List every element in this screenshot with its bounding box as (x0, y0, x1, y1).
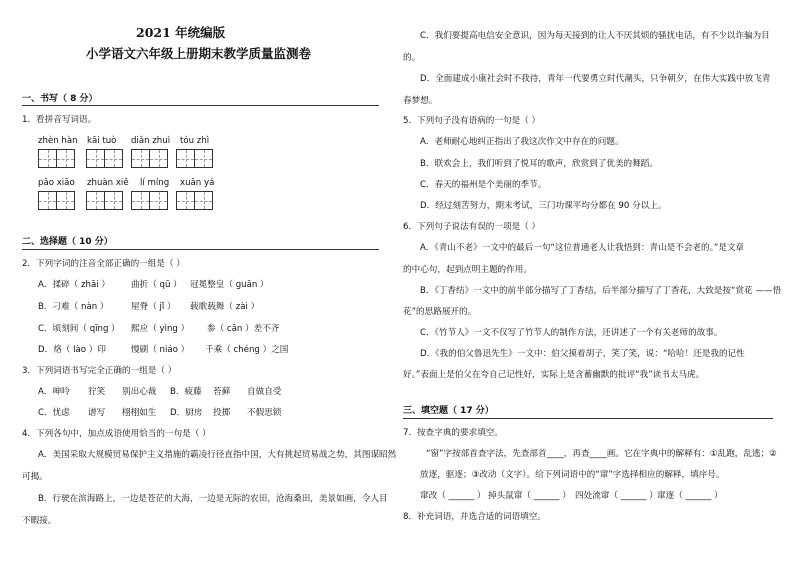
q6-option-c: C．《竹节人》一文不仅写了竹节人的制作方法，还讲述了一个有关老师的故事。 (420, 328, 723, 338)
q3-a-label: A．呻呤 (38, 387, 70, 397)
pinyin-6: zhuàn xiě (87, 178, 129, 188)
writing-grid-3[interactable] (131, 149, 167, 167)
q3-d-label: D．厨房 (170, 408, 203, 418)
q6-option-b-line1: B．《丁香结》一文中的前半部分描写了丁香结，后半部分描写了丁香花，大致是按“赏花 ——悟 (420, 286, 782, 296)
section-2-heading: 二、选择题（ 10 分） (22, 237, 113, 247)
q6-option-b-line2: 花”的思路展开的。 (403, 307, 477, 317)
q3-c-word-3: 栩栩如生 (122, 408, 157, 418)
writing-grid-5[interactable] (38, 191, 74, 209)
q2-option-c: C．顷刻间（ qīng ） (38, 324, 120, 334)
q4-option-a-line2: 可揭。 (22, 472, 48, 482)
writing-grid-2[interactable] (86, 149, 122, 167)
q5-option-b: B．联欢会上，我们听到了悦耳的歌声，欣赏到了优美的舞蹈。 (420, 159, 658, 169)
question-8: 8．补充词语，并选合适的词语填空。 (403, 512, 546, 522)
pinyin-4: tóu zhì (180, 136, 210, 146)
q3-b-label: B．疲藤 (170, 387, 202, 397)
q4-option-c-line2: 的。 (403, 53, 421, 63)
q3-c-word-2: 谱写 (88, 408, 106, 418)
writing-grid-6[interactable] (86, 191, 122, 209)
writing-grid-4[interactable] (176, 149, 212, 167)
q2-option-a-2: 曲折（ qū ） (131, 280, 182, 290)
pinyin-1: zhèn hàn (38, 136, 78, 146)
q4-option-b-line2: 不暇接。 (22, 516, 57, 526)
q7-blank-4[interactable]: 窜逐（ ______ ） (657, 491, 723, 501)
writing-grid-8[interactable] (176, 191, 212, 209)
question-3: 3．下列词语书写完全正确的一组是（ ） (22, 366, 177, 376)
q3-c-label: C．忧虑 (38, 408, 70, 418)
q5-option-a: A．老师耐心地纠正指出了我这次作文中存在的问题。 (420, 137, 624, 147)
q7-text-line1: “窗”字按部首查字法，先查部首____，再查____画。它在字典中的解释有：①乱跑，乱逃；② (426, 449, 777, 459)
q5-option-c: C．春天的福州是个美丽的季节。 (420, 180, 547, 190)
q2-option-c-3: 参（ cān ）差不齐 (207, 324, 280, 334)
section-3-divider (403, 418, 773, 419)
question-4: 4．下列各句中，加点成语使用恰当的一句是（ ） (22, 429, 211, 439)
q2-option-d: D．烙（ lào ）印 (38, 345, 106, 355)
question-7: 7．按查字典的要求填空。 (403, 428, 503, 438)
q2-option-a-3: 冠冕整皇（ guān ） (190, 280, 269, 290)
q4-option-a-line1: A．美国采取大规模贸易保护主义措施的霸凌行径直指中国，大有挑起贸易战之势，其图谋昭然 (38, 450, 397, 460)
pinyin-3: diǎn zhuì (131, 136, 171, 146)
q6-option-d-line2: 好。”表面上是伯父在夸自己记性好，实际上是含蓄幽默的批评“我”读书太马虎。 (403, 370, 705, 380)
q3-b-word-3: 自做自受 (247, 387, 282, 397)
q2-option-d-3: 千乘（ chéng ）之国 (205, 345, 289, 355)
q3-b-word-2: 苔藓 (213, 387, 231, 397)
q2-option-c-2: 熙应（ yìng ） (131, 324, 190, 334)
question-6: 6．下列句子说法有误的一项是（ ） (403, 222, 541, 232)
q7-text-line2: 放逐，驱逐；③改动（文字）。给下列词语中的“窜”字选择相应的解释，填序号。 (420, 470, 725, 480)
q2-option-b-3: 载歌载舞（ zài ） (190, 302, 260, 312)
q4-option-d-line1: D．全面建成小康社会时不我待，青年一代要勇立时代潮头，只争朝夕，在伟大实践中放飞青 (420, 74, 771, 84)
q3-d-word-3: 不假思锁 (247, 408, 282, 418)
question-2: 2．下列字词的注音全部正确的一组是（ ） (22, 259, 185, 269)
q4-option-d-line2: 春梦想。 (403, 96, 438, 106)
exam-title: 小学语文六年级上册期末教学质量监测卷 (86, 46, 312, 61)
pinyin-2: kāi tuò (87, 136, 117, 146)
q7-blank-1[interactable]: 窜改（ ______ ） (420, 491, 486, 501)
q6-option-a-line1: A．《青山不老》一文中的最后一句“这位普通老人让我悟到：青山是不会老的。”是文章 (420, 243, 745, 253)
q2-option-b-2: 屋脊（ jǐ ） (131, 302, 176, 312)
pinyin-8: xuān yá (180, 178, 215, 188)
q3-d-word-2: 投掷 (213, 408, 231, 418)
pinyin-7: lí míng (140, 178, 170, 188)
writing-grid-1[interactable] (38, 149, 74, 167)
q6-option-a-line2: 的中心句，起到点明主题的作用。 (403, 265, 532, 275)
section-1-divider (22, 105, 379, 106)
q7-blank-3[interactable]: 四处流窜（ ______ ） (575, 491, 658, 501)
q7-blank-2[interactable]: 掉头鼠窜（ ______ ） (488, 491, 571, 501)
section-3-heading: 三、填空题（ 17 分） (403, 406, 494, 416)
q2-option-b: B．刁难（ nàn ） (38, 302, 109, 312)
q2-option-d-2: 慢刷（ niáo ） (131, 345, 190, 355)
q4-option-c-line1: C．我们要提高电信安全意识，因为每天接到的让人不厌其烦的骚扰电话，有不少以诈骗为目 (420, 31, 770, 41)
q6-option-d-line1: D．《我的伯父鲁迅先生》一文中：伯父摸着胡子，笑了笑，说：“哈哈！还是我的记性 (420, 349, 745, 359)
writing-grid-7[interactable] (131, 191, 167, 209)
section-1-heading: 一、书写（ 8 分） (22, 94, 98, 104)
q4-option-b-line1: B．行驶在滨海路上，一边是苍茫的大海，一边是无际的农田，沧海桑田，美景如画，令人目 (38, 494, 388, 504)
question-5: 5．下列句子没有语病的一句是（ ） (403, 116, 541, 126)
q3-a-word-2: 狞笑 (88, 387, 106, 397)
exam-title-year: 2021 年统编版 (136, 25, 226, 40)
q3-a-word-3: 别出心裁 (122, 387, 157, 397)
pinyin-5: pāo xiāo (38, 178, 75, 188)
section-2-divider (22, 249, 379, 250)
question-1: 1．看拼音写词语。 (22, 115, 97, 125)
q2-option-a: A．揉碎（ zhāi ） (38, 280, 110, 290)
q5-option-d: D．经过刻苦努力，期末考试，三门功课平均分都在 90 分以上。 (420, 201, 667, 211)
